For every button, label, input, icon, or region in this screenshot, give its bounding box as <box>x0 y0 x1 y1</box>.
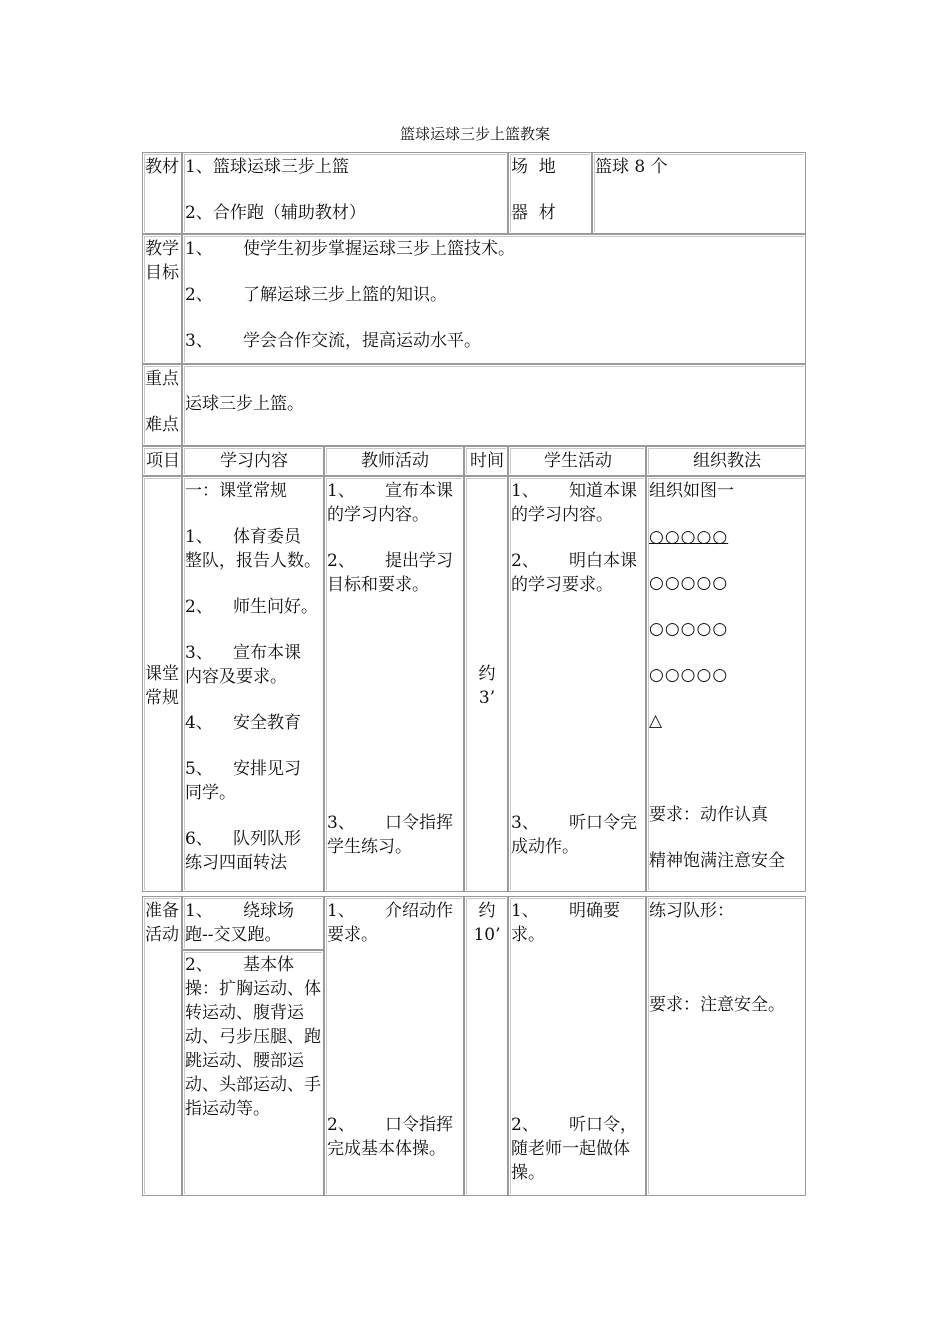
header-student: 学生活动 <box>508 446 646 476</box>
routine-student <box>508 476 646 892</box>
objective-item: 1、 使学生初步掌握运球三步上篮技术。 <box>185 239 515 259</box>
time-line-1: 约 <box>478 901 496 921</box>
label-line-1: 重点 <box>145 369 179 389</box>
label-line-2: 活动 <box>145 925 179 945</box>
teacher-item: 1、 介绍动作 要求。 <box>327 901 453 945</box>
student-item: 1、 知道本课 的学习内容。 <box>511 481 637 525</box>
keypoints-text: 运球三步上篮。 <box>185 394 304 414</box>
org-title: 组织如图一 <box>649 481 734 501</box>
venue-label-1: 场 地 <box>511 157 556 177</box>
section-label-warmup <box>142 896 182 1196</box>
org-requirement-2: 精神饱满注意安全 <box>649 851 785 871</box>
routine-content <box>182 476 324 892</box>
warmup-teacher <box>324 896 464 1196</box>
header-item: 项目 <box>142 446 182 476</box>
material-item-2: 2、合作跑（辅助教材） <box>185 203 366 223</box>
material-item-1: 1、篮球运球三步上篮 <box>185 157 349 177</box>
header-teacher: 教师活动 <box>324 446 464 476</box>
label-line-2: 常规 <box>145 688 179 708</box>
content-title: 一：课堂常规 <box>185 481 287 501</box>
venue-label-2: 器 材 <box>511 203 556 223</box>
warmup-content-1 <box>182 896 324 950</box>
section-label-routine <box>142 476 182 892</box>
label-line-1: 课堂 <box>145 664 179 684</box>
content-item: 2、 师生问好。 <box>185 597 318 617</box>
student-item: 2、 明白本课 的学习要求。 <box>511 551 637 595</box>
content-item: 1、 体育委员 整队，报告人数。 <box>185 527 321 571</box>
warmup-organization <box>646 896 806 1196</box>
student-item: 2、 听口令， 随老师一起做体操。 <box>511 1115 637 1183</box>
venue-value-text: 篮球 8 个 <box>595 157 668 177</box>
teacher-item: 3、 口令指挥 学生练习。 <box>327 813 453 857</box>
org-requirement: 要求：注意安全。 <box>649 995 785 1015</box>
org-formation-label: 练习队形： <box>649 901 734 921</box>
routine-teacher <box>324 476 464 892</box>
label-text: 教材 <box>145 157 179 177</box>
teacher-item: 1、 宣布本课 的学习内容。 <box>327 481 453 525</box>
time-line-2: 3’ <box>478 688 496 708</box>
time-line-2: 10’ <box>473 925 501 945</box>
org-requirement-1: 要求：动作认真 <box>649 805 768 825</box>
warmup-time <box>464 896 508 1196</box>
header-content: 学习内容 <box>182 446 324 476</box>
content-item: 6、 队列队形 练习四面转法 <box>185 829 301 873</box>
routine-time <box>464 476 508 892</box>
routine-organization <box>646 476 806 892</box>
label-line-1: 准备 <box>145 901 179 921</box>
venue-label <box>508 152 592 234</box>
student-item: 3、 听口令完 成动作。 <box>511 813 637 857</box>
formation-row: ○○○○○ <box>649 665 729 685</box>
label-line-2: 目标 <box>145 263 179 283</box>
keypoints-content <box>182 364 806 446</box>
time-line-1: 约 <box>478 664 496 684</box>
teacher-position-icon: △ <box>649 711 663 731</box>
row-label-keypoints <box>142 364 182 446</box>
formation-row: ○○○○○ <box>649 573 729 593</box>
row-label-objectives <box>142 234 182 364</box>
header-time: 时间 <box>464 446 508 476</box>
teacher-item: 2、 提出学习 目标和要求。 <box>327 551 453 595</box>
content-item: 2、 基本体操：扩胸运动、体转运动、腹背运动、弓步压腿、跑跳运动、腰部运动、头部运动、手指运动等。 <box>185 955 321 1119</box>
objective-item: 3、 学会合作交流，提高运动水平。 <box>185 331 481 351</box>
student-item: 1、 明确要 求。 <box>511 901 620 945</box>
header-organization: 组织教法 <box>646 446 806 476</box>
formation-row: ○○○○○ <box>649 619 729 639</box>
row-label-material <box>142 152 182 234</box>
warmup-content-2 <box>182 950 324 1196</box>
content-item: 3、 宣布本课 内容及要求。 <box>185 643 301 687</box>
label-line-1: 教学 <box>145 239 179 259</box>
warmup-student <box>508 896 646 1196</box>
content-item: 4、 安全教育 <box>185 713 301 733</box>
content-item: 1、 绕球场 跑--交叉跑。 <box>185 901 294 945</box>
label-line-2: 难点 <box>145 415 179 435</box>
material-content <box>182 152 508 234</box>
objectives-content <box>182 234 806 364</box>
formation-row: ○○○○○ <box>649 527 729 547</box>
objective-item: 2、 了解运球三步上篮的知识。 <box>185 285 447 305</box>
teacher-item: 2、 口令指挥 完成基本体操。 <box>327 1115 453 1159</box>
page-title: 篮球运球三步上篮教案 <box>399 125 550 143</box>
venue-value <box>592 152 806 234</box>
content-item: 5、 安排见习 同学。 <box>185 759 301 803</box>
